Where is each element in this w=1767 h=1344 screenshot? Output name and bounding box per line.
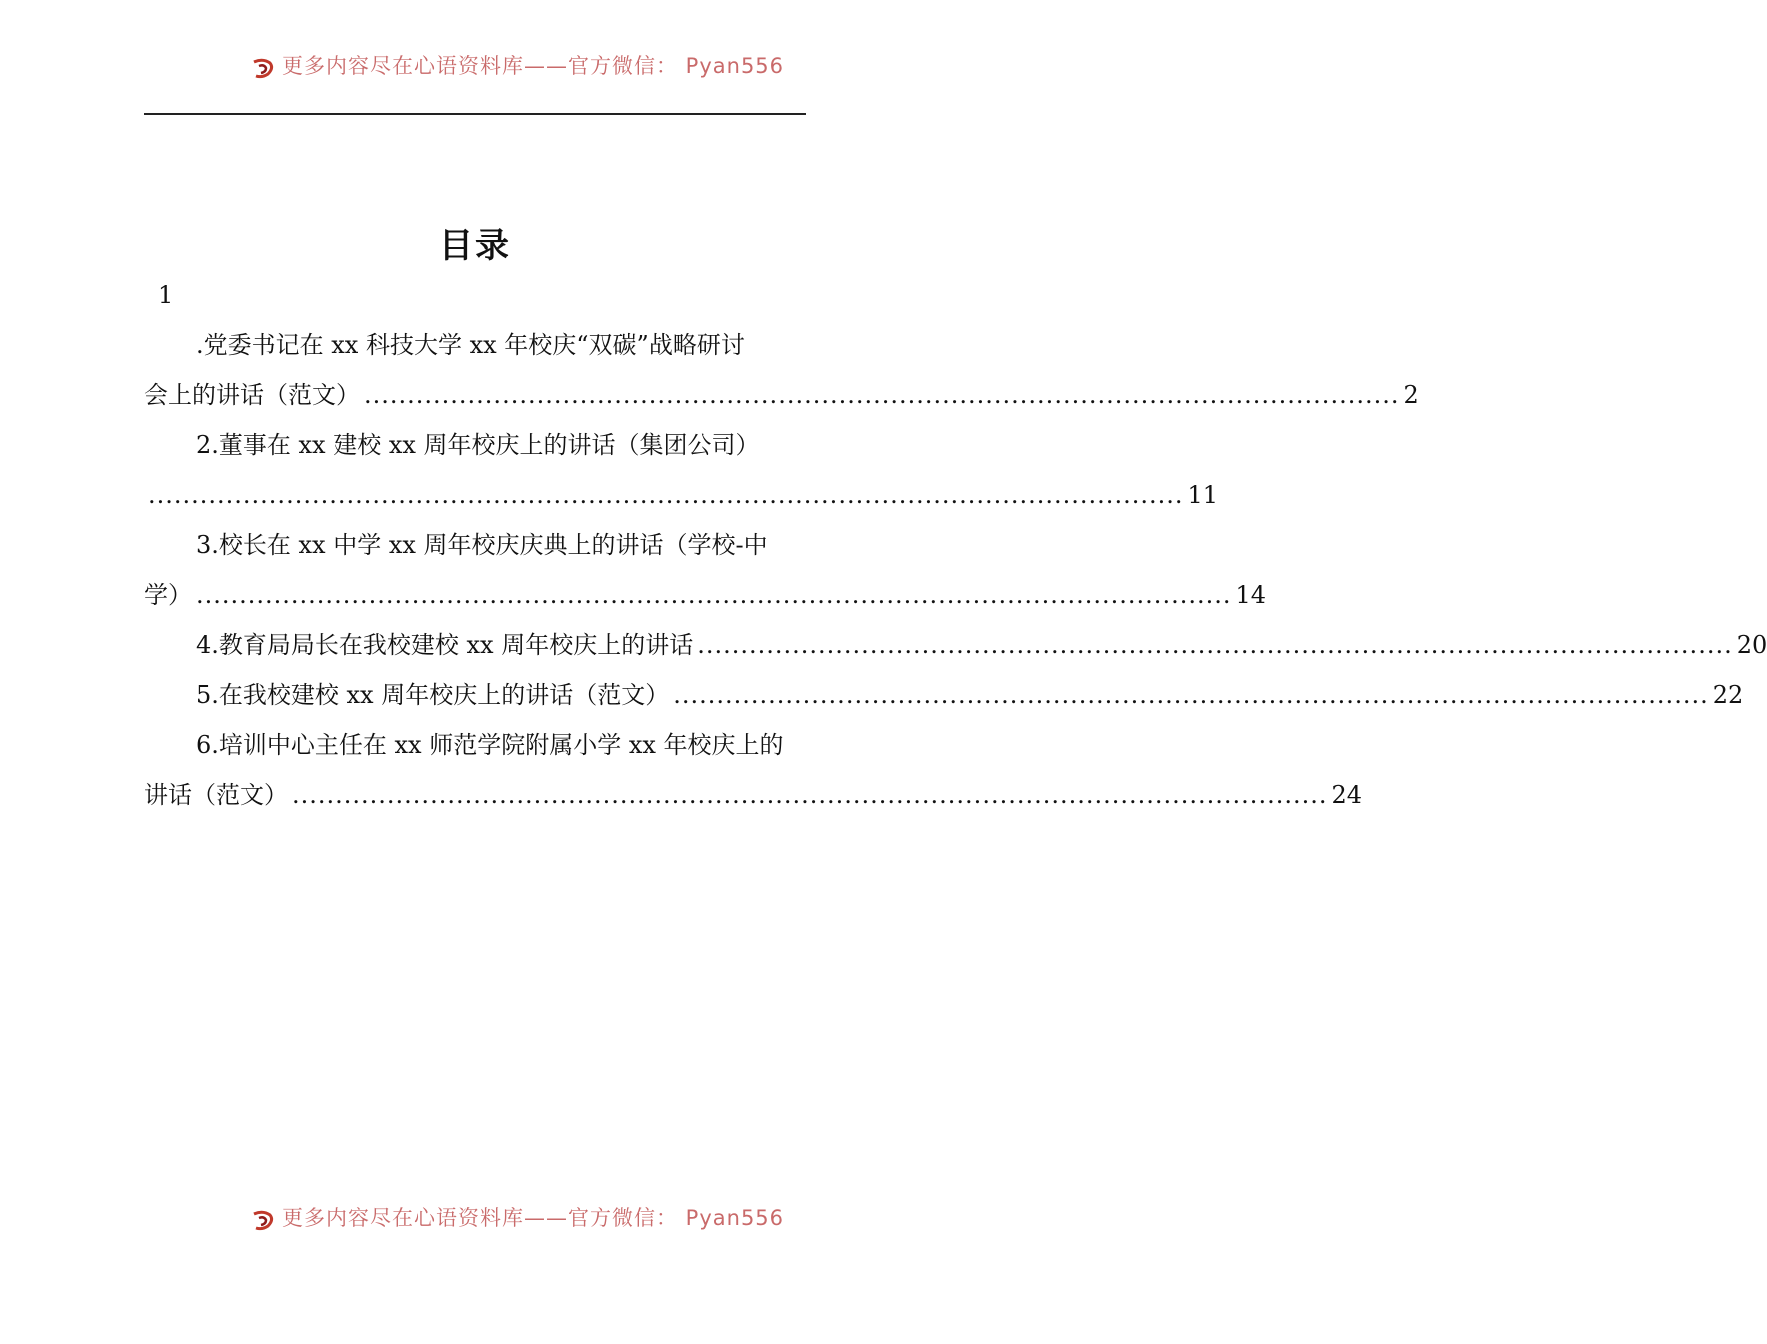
toc-entry-5[interactable]: 5.在我校建校 xx 周年校庆上的讲话（范文） ........................................................................................................................ 22	[144, 670, 806, 720]
toc-entry-2-line2[interactable]: ........................................................................................................................ 11	[144, 470, 806, 520]
toc-page-number: 14	[1235, 581, 1267, 609]
toc-page-number: 20	[1736, 631, 1767, 659]
toc-lead-number: 1	[158, 281, 174, 309]
toc-entry-1-line1[interactable]: .党委书记在 xx 科技大学 xx 年校庆“双碳”战略研讨	[196, 331, 745, 359]
page-title: 目录	[439, 226, 511, 266]
table-of-contents	[144, 270, 1767, 820]
header-watermark	[0, 54, 950, 86]
toc-page-number: 2	[1403, 381, 1419, 409]
logo-icon	[250, 56, 276, 82]
toc-page-number: 22	[1712, 681, 1744, 709]
toc-entry-6-line2[interactable]: 讲话（范文） ........................................................................................................................ 24	[144, 770, 806, 820]
toc-entry-6-line1[interactable]: 6.培训中心主任在 xx 师范学院附属小学 xx 年校庆上的	[196, 731, 784, 759]
watermark-text: 更多内容尽在心语资料库——官方微信： Pyan556	[282, 1206, 785, 1230]
watermark-text: 更多内容尽在心语资料库——官方微信： Pyan556	[282, 54, 785, 78]
toc-page-number: 11	[1187, 481, 1219, 509]
logo-icon	[250, 1208, 276, 1234]
toc-page-number: 24	[1331, 781, 1363, 809]
toc-entry-3-line1[interactable]: 3.校长在 xx 中学 xx 周年校庆庆典上的讲话（学校-中	[196, 531, 768, 559]
toc-entry-3-line2[interactable]: 学） ........................................................................................................................ 14	[144, 570, 806, 620]
toc-entry-2-line1[interactable]: 2.董事在 xx 建校 xx 周年校庆上的讲话（集团公司）	[196, 431, 760, 459]
toc-entry-1-line2[interactable]: 会上的讲话（范文） ........................................................................................................................ 2	[144, 370, 806, 420]
header-rule	[144, 113, 806, 115]
footer-watermark	[0, 1206, 950, 1238]
toc-entry-4[interactable]: 4.教育局局长在我校建校 xx 周年校庆上的讲话 ........................................................................................................................ 20	[144, 620, 806, 670]
